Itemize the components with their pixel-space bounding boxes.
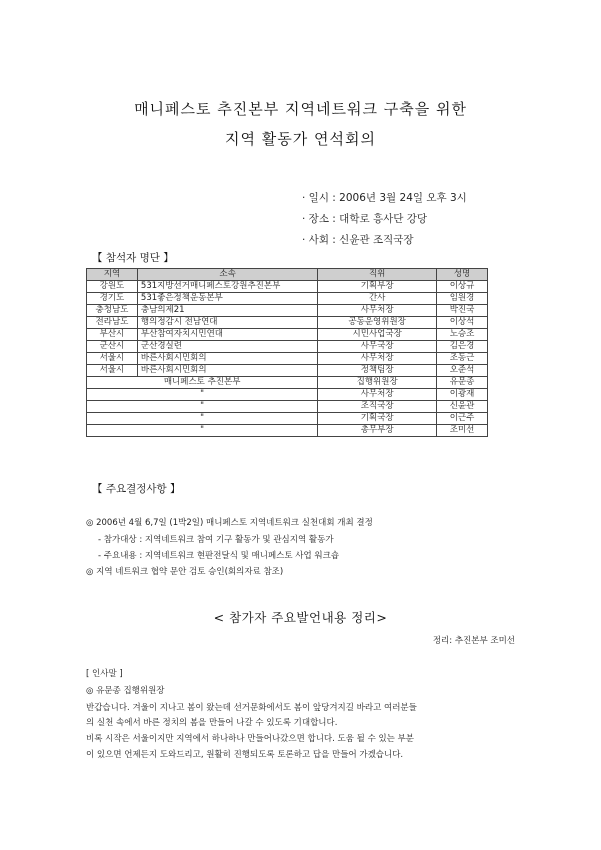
table-row [87,281,488,293]
table-row-hq [87,389,488,401]
greeting-label: [ 인사말 ] [86,669,123,679]
cell-ditto-mark: " [87,413,318,425]
remarks-line: 반갑습니다. 겨울이 지나고 봄이 왔는데 선거문화에서도 봄이 앞당겨지길 바라고 여러분들 [86,703,417,713]
attendees-section-title: 【 참석자 명단 】 [92,252,174,264]
table-row-hq [87,425,488,437]
cell-ditto-mark: " [87,389,318,401]
cell-name: 오준석 [437,365,488,377]
cell-region: 강원도 [87,281,138,293]
cell-name: 이상석 [437,317,488,329]
decisions-section-title: 【 주요결정사항 】 [92,483,181,495]
table-row-hq [87,413,488,425]
table-header-row [87,269,488,281]
cell-region: 충청남도 [87,305,138,317]
cell-name: 이근주 [437,413,488,425]
cell-position: 조직국장 [318,401,437,413]
cell-hq-org: 매니페스토 추진본부 [87,377,318,389]
table-row-hq [87,401,488,413]
cell-region: 군산시 [87,341,138,353]
remarks-line: 의 실천 속에서 바른 정치의 봄을 만들어 나갈 수 있도록 기대합니다. [86,718,338,728]
cell-org: 531좋은정책운동본부 [137,293,317,305]
document-title-line2: 지역 활동가 연석회의 [225,130,376,148]
decision-item-2: ◎ 지역 네트워크 협약 문안 검토 승인(회의자료 참조) [86,567,284,577]
table-row [87,365,488,377]
column-header-position: 직위 [318,269,437,281]
cell-position: 사무처장 [318,389,437,401]
cell-position: 시민사업국장 [318,329,437,341]
table-row [87,305,488,317]
cell-name: 임원경 [437,293,488,305]
table-row [87,341,488,353]
table-row-hq [87,377,488,389]
cell-org: 바른사회시민회의 [137,365,317,377]
cell-position: 정책팀장 [318,365,437,377]
cell-name: 조동근 [437,353,488,365]
cell-position: 공동운영위원장 [318,317,437,329]
table-row [87,329,488,341]
cell-name: 신윤관 [437,401,488,413]
cell-org: 행의정감시 전남연대 [137,317,317,329]
cell-org: 531지방선거매니페스토강원추진본부 [137,281,317,293]
cell-position: 사무처장 [318,353,437,365]
cell-region: 서울시 [87,353,138,365]
cell-position: 사무처장 [318,305,437,317]
column-header-org: 소속 [137,269,317,281]
cell-name: 이상규 [437,281,488,293]
decision-item-1-target: - 참가대상 : 지역네트워크 참여 기구 활동가 및 관심지역 활동가 [98,535,334,545]
cell-name: 유문종 [437,377,488,389]
table-row [87,293,488,305]
cell-position: 집행위원장 [318,377,437,389]
cell-name: 조미선 [437,425,488,437]
decision-item-1-content: - 주요내용 : 지역네트워크 현판전달식 및 매니페스토 사업 워크숍 [98,551,340,561]
speaker-name: ◎ 유문종 집행위원장 [86,686,165,696]
meeting-date: · 일시 : 2006년 3월 24일 오후 3시 [302,192,467,204]
remarks-line: 이 있으면 언제든지 도와드리고, 원활히 진행되도록 토론하고 답을 만들어 가겠습니다. [86,750,404,760]
cell-position: 기획국장 [318,413,437,425]
cell-region: 전라남도 [87,317,138,329]
meeting-place: · 장소 : 대학로 흥사단 강당 [302,213,427,225]
cell-org: 부산참여자치시민연대 [137,329,317,341]
table-row [87,353,488,365]
cell-org: 군산경실련 [137,341,317,353]
cell-region: 서울시 [87,365,138,377]
cell-name: 김은경 [437,341,488,353]
cell-position: 기획부장 [318,281,437,293]
document-title-line1: 매니페스토 추진본부 지역네트워크 구축을 위한 [134,100,467,118]
column-header-region: 지역 [87,269,138,281]
table-row [87,317,488,329]
cell-org: 충남의제21 [137,305,317,317]
cell-position: 사무국장 [318,341,437,353]
attendees-table [86,268,488,437]
cell-region: 부산시 [87,329,138,341]
decision-item-1: ◎ 2006년 4월 6,7일 (1박2일) 매니페스토 지역네트워크 실천대회 개최 결정 [86,518,373,528]
meeting-host: · 사회 : 신윤관 조직국장 [302,234,414,246]
cell-ditto-mark: " [87,401,318,413]
cell-name: 이광재 [437,389,488,401]
cell-position: 간사 [318,293,437,305]
cell-name: 박진국 [437,305,488,317]
cell-position: 총무부장 [318,425,437,437]
remarks-line: 비록 시작은 서울이지만 지역에서 하나하나 만들어나갔으면 합니다. 도움 될 수 있는 부분 [86,734,415,744]
remarks-recorder: 정리: 추진본부 조미선 [432,636,515,646]
remarks-subtitle: < 참가자 주요발언내용 정리> [213,610,388,625]
column-header-name: 성명 [437,269,488,281]
cell-org: 바른사회시민회의 [137,353,317,365]
cell-region: 경기도 [87,293,138,305]
cell-ditto-mark: " [87,425,318,437]
cell-name: 노승조 [437,329,488,341]
